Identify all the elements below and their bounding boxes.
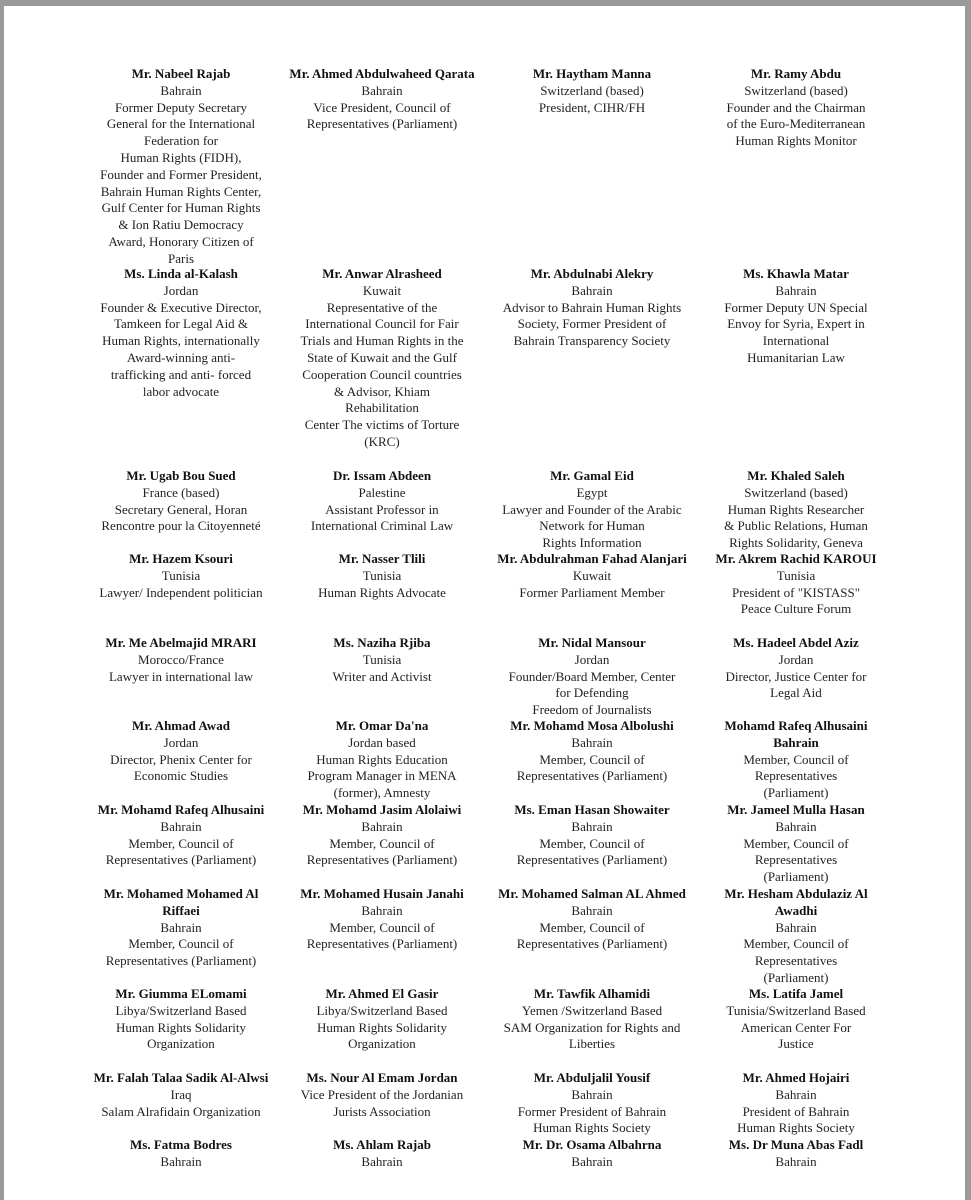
signatory-detail: Jordan bbox=[778, 651, 814, 667]
signatory-detail: Jordan bbox=[163, 734, 199, 750]
signatory-entry bbox=[289, 802, 475, 869]
signatory-entry bbox=[289, 266, 475, 451]
signatory-entry bbox=[709, 1070, 883, 1137]
signatory-name: Mr. Gamal Eid bbox=[550, 468, 634, 483]
signatory-detail: trafficking and anti- forced bbox=[110, 366, 252, 382]
signatory-detail: Representatives (Parliament) bbox=[516, 936, 668, 952]
signatory-detail: Member, Council of bbox=[539, 919, 645, 935]
signatory-detail: Society, Former President of bbox=[517, 316, 667, 332]
signatory-detail: Vice President, Council of bbox=[313, 99, 451, 115]
signatory-entry bbox=[90, 886, 272, 970]
signatory-entry bbox=[709, 986, 883, 1053]
signatory-detail: Member, Council of bbox=[128, 936, 234, 952]
signatory-detail: Bahrain bbox=[361, 902, 403, 918]
signatory-detail: Human Rights, internationally bbox=[102, 333, 260, 349]
signatory-entry bbox=[488, 635, 696, 719]
signatory-name: Ms. Khawla Matar bbox=[743, 266, 849, 281]
signatory-detail: Libya/Switzerland Based bbox=[115, 1002, 247, 1018]
signatory-name: Mr. Dr. Osama Albahrna bbox=[522, 1137, 662, 1152]
signatory-detail: (Parliament) bbox=[763, 869, 829, 885]
signatory-detail: (KRC) bbox=[364, 433, 400, 449]
signatory-name: Mr. Ramy Abdu bbox=[750, 66, 842, 81]
signatory-detail: Bahrain bbox=[160, 82, 202, 98]
signatory-detail: Switzerland (based) bbox=[744, 484, 848, 500]
signatory-entry bbox=[488, 802, 696, 869]
signatory-entry bbox=[488, 1070, 696, 1137]
signatory-detail: Representatives bbox=[754, 852, 838, 868]
signatory-detail: Representatives (Parliament) bbox=[516, 768, 668, 784]
signatory-detail: President of "KISTASS" bbox=[731, 584, 861, 600]
signatory-detail: Lawyer in international law bbox=[108, 668, 254, 684]
signatory-detail: (former), Amnesty bbox=[333, 785, 431, 801]
signatory-detail: Member, Council of bbox=[539, 751, 645, 767]
signatory-detail: International Council for Fair bbox=[305, 316, 459, 332]
signatory-name: Mr. Me Abelmajid MRARI bbox=[105, 635, 257, 650]
signatory-detail: Morocco/France bbox=[138, 651, 224, 667]
signatory-name: Ms. Ahlam Rajab bbox=[333, 1137, 431, 1152]
signatory-name: Dr. Issam Abdeen bbox=[332, 468, 432, 483]
signatory-name: Mr. Mohamd Mosa Albolushi bbox=[510, 718, 674, 733]
signatory-detail: Rencontre pour la Citoyenneté bbox=[101, 518, 261, 534]
signatory-name: Ms. Nour Al Emam Jordan bbox=[306, 1070, 458, 1085]
signatory-detail: Human Rights Solidarity bbox=[116, 1019, 246, 1035]
signatory-detail: Libya/Switzerland Based bbox=[316, 1002, 448, 1018]
signatory-detail: President, CIHR/FH bbox=[538, 99, 646, 115]
signatory-detail: Egypt bbox=[576, 484, 608, 500]
signatory-detail: Bahrain bbox=[775, 282, 817, 298]
signatory-detail: Trials and Human Rights in the bbox=[300, 333, 464, 349]
signatory-entry bbox=[90, 1070, 272, 1120]
signatory-detail: Justice bbox=[778, 1036, 814, 1052]
signatory-name: Mr. Mohamed Salman AL Ahmed bbox=[498, 886, 686, 901]
signatory-detail: Bahrain bbox=[571, 734, 613, 750]
signatory-entry bbox=[90, 635, 272, 685]
signatory-detail: labor advocate bbox=[142, 383, 220, 399]
signatory-detail: France (based) bbox=[142, 484, 220, 500]
signatory-name: Mr. Mohamd Rafeq Alhusaini bbox=[97, 802, 265, 817]
signatory-detail: General for the International bbox=[106, 116, 256, 132]
signatory-detail: Switzerland (based) bbox=[540, 82, 644, 98]
signatory-detail: Award-winning anti- bbox=[126, 349, 236, 365]
signatory-detail: Jordan bbox=[163, 282, 199, 298]
signatory-detail: Switzerland (based) bbox=[744, 82, 848, 98]
signatory-detail: Palestine bbox=[358, 484, 406, 500]
signatory-detail: Member, Council of bbox=[743, 936, 849, 952]
signatory-detail: Founder and the Chairman bbox=[726, 99, 866, 115]
signatory-entry bbox=[709, 551, 883, 618]
signatory-detail: Paris bbox=[168, 250, 194, 266]
signatory-detail: Representatives (Parliament) bbox=[105, 852, 257, 868]
signatory-name: Mr. Mohamd Jasim Alolaiwi bbox=[302, 802, 462, 817]
signatory-detail: Award, Honorary Citizen of bbox=[108, 233, 254, 249]
signatory-detail: Lawyer/ Independent politician bbox=[99, 584, 263, 600]
signatory-detail: Former Parliament Member bbox=[519, 584, 665, 600]
signatory-detail: Bahrain Transparency Society bbox=[513, 333, 671, 349]
signatory-name: Mr. Anwar Alrasheed bbox=[322, 266, 442, 281]
signatory-detail: Representatives bbox=[754, 953, 838, 969]
signatory-name: Ms. Naziha Rjiba bbox=[333, 635, 431, 650]
signatory-detail: Salam Alrafidain Organization bbox=[101, 1103, 261, 1119]
signatory-detail: Yemen /Switzerland Based bbox=[521, 1002, 663, 1018]
signatory-detail: Bahrain bbox=[571, 818, 613, 834]
signatory-detail: Peace Culture Forum bbox=[740, 601, 852, 617]
signatory-detail: Member, Council of bbox=[743, 751, 849, 767]
signatory-name: Mr. Ahmed El Gasir bbox=[325, 986, 439, 1001]
signatory-entry bbox=[709, 802, 883, 886]
signatory-name: Mr. Jameel Mulla Hasan bbox=[727, 802, 865, 817]
signatory-detail: Representatives (Parliament) bbox=[105, 953, 257, 969]
signatory-detail: Former Deputy Secretary bbox=[114, 99, 248, 115]
signatory-entry bbox=[289, 886, 475, 953]
signatory-detail: Bahrain bbox=[775, 1086, 817, 1102]
signatory-detail: of the Euro-Mediterranean bbox=[726, 116, 866, 132]
signatory-name: Mr. Hesham Abdulaziz Al Awadhi bbox=[724, 886, 868, 918]
signatory-entry bbox=[90, 802, 272, 869]
signatory-detail: Member, Council of bbox=[539, 835, 645, 851]
signatory-detail: International Criminal Law bbox=[310, 518, 454, 534]
signatory-detail: for Defending bbox=[555, 685, 629, 701]
signatory-detail: Bahrain bbox=[571, 282, 613, 298]
signatory-detail: Rehabilitation bbox=[345, 400, 419, 416]
signatory-entry bbox=[709, 468, 883, 552]
signatory-detail: Representatives (Parliament) bbox=[306, 936, 458, 952]
signatory-detail: Humanitarian Law bbox=[747, 349, 845, 365]
signatory-name: Mr. Mohamed Mohamed Al Riffaei bbox=[103, 886, 259, 918]
signatory-detail: State of Kuwait and the Gulf bbox=[307, 349, 457, 365]
signatory-detail: Organization bbox=[348, 1036, 416, 1052]
signatory-name: Mr. Abdulrahman Fahad Alanjari bbox=[497, 551, 687, 566]
signatory-entry bbox=[289, 986, 475, 1053]
signatory-detail: Bahrain bbox=[775, 919, 817, 935]
signatory-detail: Bahrain bbox=[361, 82, 403, 98]
signatory-detail: Director, Justice Center for bbox=[725, 668, 867, 684]
signatory-detail: Jordan based bbox=[348, 734, 416, 750]
signatory-detail: International bbox=[762, 333, 830, 349]
signatory-detail: Human Rights Society bbox=[533, 1120, 651, 1136]
signatory-entry bbox=[709, 1137, 883, 1171]
signatory-detail: Founder/Board Member, Center bbox=[508, 668, 676, 684]
signatory-name: Mr. Nabeel Rajab bbox=[131, 66, 231, 81]
signatory-detail: Center The victims of Torture bbox=[304, 417, 460, 433]
signatory-entry bbox=[90, 1137, 272, 1171]
signatory-entry bbox=[488, 1137, 696, 1171]
signatory-detail: Economic Studies bbox=[133, 768, 229, 784]
signatory-detail: Human Rights Monitor bbox=[735, 133, 857, 149]
signatory-entry bbox=[488, 986, 696, 1053]
signatory-detail: President of Bahrain bbox=[742, 1103, 850, 1119]
signatory-detail: Assistant Professor in bbox=[325, 501, 439, 517]
signatory-name: Ms. Hadeel Abdel Aziz bbox=[733, 635, 859, 650]
signatory-detail: Liberties bbox=[568, 1036, 616, 1052]
signatory-detail: Representatives (Parliament) bbox=[306, 852, 458, 868]
signatory-name: Ms. Linda al-Kalash bbox=[124, 266, 238, 281]
signatory-detail: Bahrain bbox=[160, 1153, 202, 1169]
signatory-detail: Director, Phenix Center for bbox=[110, 751, 252, 767]
signatory-detail: Legal Aid bbox=[770, 685, 822, 701]
signatory-detail: Rights Information bbox=[542, 535, 642, 551]
signatory-detail: Human Rights Researcher bbox=[727, 501, 865, 517]
signatory-name: Ms. Eman Hasan Showaiter bbox=[514, 802, 670, 817]
signatory-detail: Human Rights Society bbox=[737, 1120, 855, 1136]
signatory-entry bbox=[488, 551, 696, 601]
signatory-detail: Tunisia/Switzerland Based bbox=[726, 1002, 866, 1018]
signatory-name: Mr. Abdulnabi Alekry bbox=[530, 266, 654, 281]
signatory-name: Mr. Ahmed Hojairi bbox=[742, 1070, 850, 1085]
signatory-name: Mr. Mohamed Husain Janahi bbox=[300, 886, 464, 901]
signatory-name: Mr. Falah Talaa Sadik Al-Alwsi bbox=[93, 1070, 269, 1085]
signatory-detail: Representatives (Parliament) bbox=[306, 116, 458, 132]
document-page bbox=[4, 6, 965, 1200]
signatory-detail: Program Manager in MENA bbox=[307, 768, 457, 784]
signatory-detail: Representative of the bbox=[326, 299, 438, 315]
signatory-detail: Former Deputy UN Special bbox=[724, 299, 868, 315]
signatory-detail: Tunisia bbox=[362, 567, 402, 583]
signatory-detail: Freedom of Journalists bbox=[532, 702, 652, 718]
signatory-entry bbox=[709, 886, 883, 987]
signatory-detail: Bahrain bbox=[361, 1153, 403, 1169]
signatory-detail: Writer and Activist bbox=[332, 668, 432, 684]
signatory-name: Mr. Tawfik Alhamidi bbox=[533, 986, 651, 1001]
signatory-entry bbox=[488, 886, 696, 953]
signatory-name: Mr. Akrem Rachid KAROUI bbox=[715, 551, 877, 566]
signatory-name: Ms. Fatma Bodres bbox=[130, 1137, 232, 1152]
signatory-detail: Secretary General, Horan bbox=[114, 501, 248, 517]
signatory-entry bbox=[709, 635, 883, 702]
signatory-detail: Former President of Bahrain bbox=[517, 1103, 667, 1119]
signatory-detail: Rights Solidarity, Geneva bbox=[729, 535, 863, 551]
signatory-detail: (Parliament) bbox=[763, 785, 829, 801]
signatory-detail: Bahrain bbox=[571, 1086, 613, 1102]
signatory-detail: Cooperation Council countries bbox=[302, 366, 462, 382]
signatory-name: Mr. Hazem Ksouri bbox=[129, 551, 233, 566]
signatory-detail: Tamkeen for Legal Aid & bbox=[113, 316, 249, 332]
signatory-detail: Founder & Executive Director, bbox=[100, 299, 262, 315]
signatory-entry bbox=[289, 66, 475, 133]
signatory-entry bbox=[90, 551, 272, 601]
signatory-name: Mr. Ahmad Awad bbox=[132, 718, 230, 733]
signatory-detail: Representatives bbox=[754, 768, 838, 784]
signatory-name: Mr. Khaled Saleh bbox=[747, 468, 845, 483]
signatory-detail: Member, Council of bbox=[329, 835, 435, 851]
signatory-name: Mr. Ahmed Abdulwaheed Qarata bbox=[289, 66, 475, 81]
signatory-entry bbox=[289, 635, 475, 685]
signatory-entry bbox=[488, 468, 696, 552]
signatory-entry bbox=[289, 551, 475, 601]
signatory-detail: SAM Organization for Rights and bbox=[503, 1019, 681, 1035]
signatory-name: Mr. Omar Da'na bbox=[335, 718, 429, 733]
signatory-detail: Human Rights (FIDH), bbox=[120, 149, 242, 165]
signatory-detail: Human Rights Solidarity bbox=[317, 1019, 447, 1035]
signatory-name: Mr. Giumma ELomami bbox=[115, 986, 247, 1001]
signatory-detail: Gulf Center for Human Rights bbox=[101, 200, 261, 216]
signatory-detail: Organization bbox=[147, 1036, 215, 1052]
signatory-name: Mr. Haytham Manna bbox=[532, 66, 652, 81]
signatory-detail: Bahrain bbox=[571, 902, 613, 918]
signatory-detail: Human Rights Advocate bbox=[318, 584, 446, 600]
signatory-detail: & Advisor, Khiam bbox=[334, 383, 430, 399]
signatory-detail: Bahrain bbox=[775, 818, 817, 834]
signatory-detail: Bahrain bbox=[361, 818, 403, 834]
signatory-detail: Bahrain bbox=[571, 1153, 613, 1169]
signatory-entry bbox=[90, 468, 272, 535]
signatory-detail: Jurists Association bbox=[333, 1103, 431, 1119]
signatory-name: Ms. Dr Muna Abas Fadl bbox=[728, 1137, 864, 1152]
signatory-detail: Member, Council of bbox=[128, 835, 234, 851]
signatory-detail: Tunisia bbox=[362, 651, 402, 667]
signatory-detail: & Ion Ratiu Democracy bbox=[118, 217, 244, 233]
signatory-detail: Bahrain bbox=[160, 919, 202, 935]
signatory-detail: Member, Council of bbox=[329, 919, 435, 935]
signatory-entry bbox=[90, 986, 272, 1053]
signatory-detail: (Parliament) bbox=[763, 969, 829, 985]
signatory-name: Mr. Nidal Mansour bbox=[538, 635, 646, 650]
signatory-detail: American Center For bbox=[740, 1019, 852, 1035]
signatory-detail: Tunisia bbox=[776, 567, 816, 583]
signatory-detail: Bahrain Human Rights Center, bbox=[100, 183, 262, 199]
signatory-entry bbox=[90, 266, 272, 400]
signatory-entry bbox=[709, 66, 883, 150]
signatory-entry bbox=[289, 718, 475, 802]
signatory-entry bbox=[90, 66, 272, 268]
signatory-detail: Federation for bbox=[143, 133, 218, 149]
signatory-name: Ms. Latifa Jamel bbox=[748, 986, 844, 1001]
signatory-detail: Network for Human bbox=[539, 518, 645, 534]
signatory-entry bbox=[709, 266, 883, 367]
signatory-name: Mr. Nasser Tlili bbox=[338, 551, 426, 566]
signatory-entry bbox=[90, 718, 272, 785]
signatory-detail: Bahrain bbox=[160, 818, 202, 834]
signatory-detail: Representatives (Parliament) bbox=[516, 852, 668, 868]
signatory-detail: Tunisia bbox=[161, 567, 201, 583]
signatory-detail: Human Rights Education bbox=[316, 751, 448, 767]
signatory-entry bbox=[289, 1137, 475, 1171]
signatory-name: Mohamd Rafeq Alhusaini Bahrain bbox=[724, 718, 868, 750]
signatory-detail: Vice President of the Jordanian bbox=[300, 1086, 464, 1102]
signatory-entry bbox=[488, 66, 696, 116]
signatory-detail: Kuwait bbox=[572, 567, 612, 583]
signatory-entry bbox=[488, 266, 696, 350]
signatory-detail: & Public Relations, Human bbox=[724, 518, 868, 534]
signatory-name: Mr. Abduljalil Yousif bbox=[533, 1070, 651, 1085]
signatory-detail: Advisor to Bahrain Human Rights bbox=[502, 299, 682, 315]
signatory-detail: Kuwait bbox=[362, 282, 402, 298]
signatory-name: Mr. Ugab Bou Sued bbox=[126, 468, 236, 483]
signatory-entry bbox=[289, 1070, 475, 1120]
signatory-detail: Iraq bbox=[170, 1086, 192, 1102]
signatory-detail: Lawyer and Founder of the Arabic bbox=[502, 501, 682, 517]
signatory-entry bbox=[289, 468, 475, 535]
signatory-entry bbox=[488, 718, 696, 785]
signatory-detail: Envoy for Syria, Expert in bbox=[727, 316, 865, 332]
signatory-entry bbox=[709, 718, 883, 802]
signatory-detail: Member, Council of bbox=[743, 835, 849, 851]
signatory-detail: Jordan bbox=[574, 651, 610, 667]
signatory-detail: Founder and Former President, bbox=[100, 166, 262, 182]
signatory-detail: Bahrain bbox=[775, 1153, 817, 1169]
